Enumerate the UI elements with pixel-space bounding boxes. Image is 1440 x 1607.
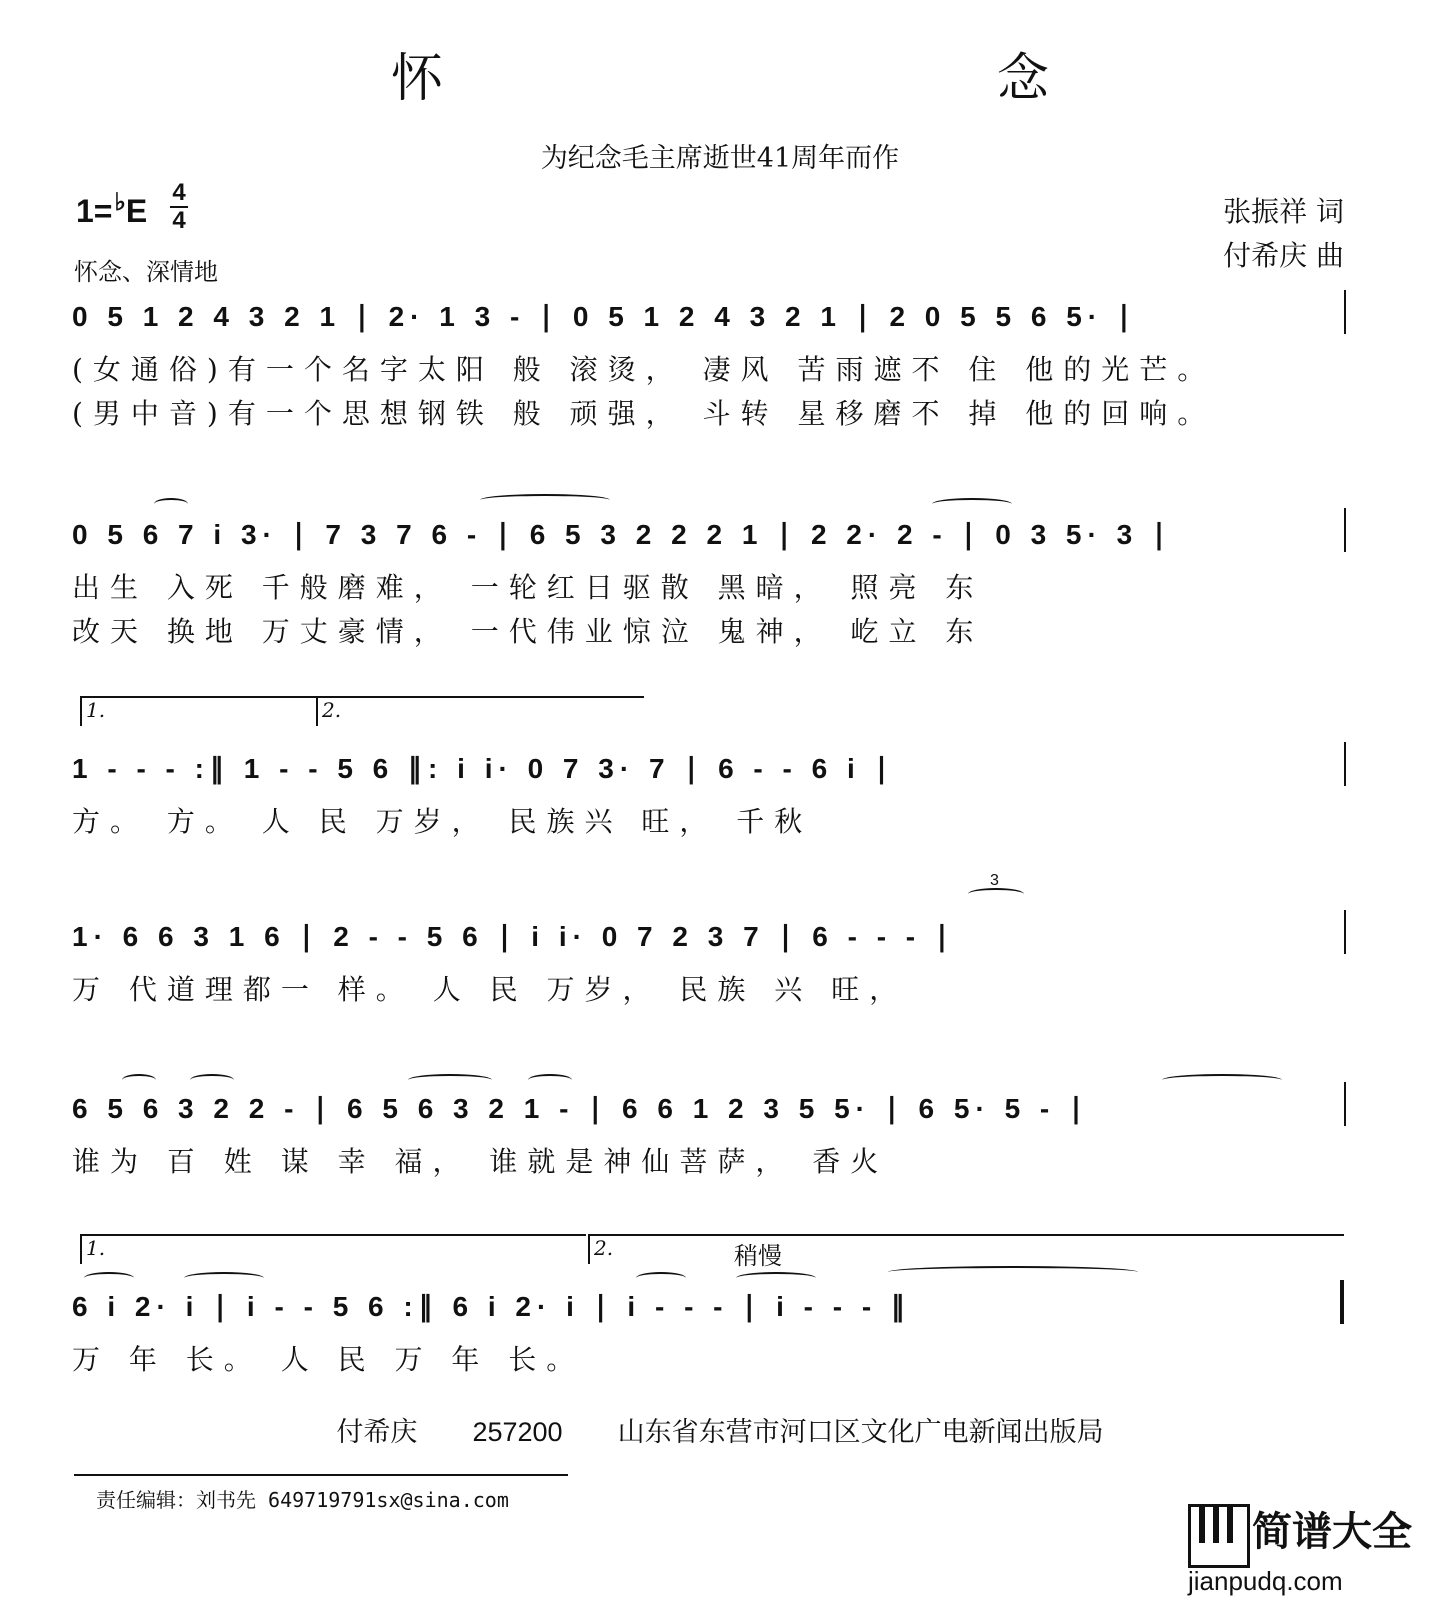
notation-line: 1 - - - :∥ 1 - - 5 6 ∥: i i· 0 7 3· 7 ∣ 6 - - 6 i ∣: [72, 753, 895, 784]
time-signature: [168, 180, 190, 234]
notation-line: 6 5 6 3 2 2 - ∣ 6 5 6 3 2 1 - ∣ 6 6 1 2 3 5 5· ∣ 6 5· 5 - ∣: [72, 1093, 1090, 1124]
watermark-name: 简谱大全: [1252, 1509, 1412, 1555]
time-bottom: 4: [172, 207, 186, 234]
notation-line: 0 5 1 2 4 3 2 1 ∣ 2· 1 3 - ∣ 0 5 1 2 4 3 2 1 ∣ 2 0 5 5 6 5· ∣: [72, 301, 1137, 332]
piano-icon: [1188, 1504, 1250, 1568]
final-barline: [1340, 1280, 1344, 1324]
notation-line: 1· 6 6 3 1 6 ∣ 2 - - 5 6 ∣ i i· 0 7 2 3 7 ∣ 6 - - - ∣: [72, 921, 955, 952]
barline: [1344, 742, 1346, 786]
tempo-change: 稍慢: [734, 1243, 782, 1270]
contact-footer: [0, 1410, 1440, 1449]
flat-sign-icon: ♭: [114, 189, 126, 216]
notation-line: 6 i 2· i ∣ i - - 5 6 :∥ 6 i 2· i ∣ i - - - ∣ i - - - ∥: [72, 1291, 911, 1322]
notation-line: 0 5 6 7 i 3· ∣ 7 3 7 6 - ∣ 6 5 3 2 2 2 1 ∣ 2 2· 2 - ∣ 0 3 5· 3 ∣: [72, 519, 1172, 550]
barline: [1344, 910, 1346, 954]
footer-postcode: 257200: [472, 1417, 563, 1447]
footer-rule: [74, 1474, 568, 1476]
lyric-line: 方。 方。 人 民 万岁， 民族兴 旺， 千秋: [72, 805, 813, 838]
barline: [1344, 508, 1346, 552]
lyricist-credit: 张振祥 词: [1223, 195, 1344, 228]
key-signature: [76, 188, 147, 230]
key-prefix: 1=: [76, 193, 113, 229]
lyric-line: 谁为 百 姓 谋 幸 福， 谁就是神仙菩萨， 香火: [72, 1145, 889, 1178]
song-title: 怀 念: [390, 49, 1199, 109]
lyric-line: 万 年 长。 人 民 万 年 长。: [72, 1343, 585, 1376]
composer-credit: 付希庆 曲: [1223, 239, 1344, 272]
watermark-logo: [1188, 1500, 1436, 1600]
volta-first: 1.: [80, 1234, 586, 1264]
volta-second: 2.: [316, 696, 644, 726]
editor-credit: 责任编辑：刘书先 649719791sx@sina.com: [96, 1488, 509, 1512]
footer-address: 山东省东营市河口区文化广电新闻出版局: [617, 1417, 1104, 1447]
barline: [1344, 1082, 1346, 1126]
triplet-mark: 3: [990, 872, 999, 889]
lyric-line: 万 代道理都一 样。 人 民 万岁， 民族 兴 旺，: [72, 973, 908, 1006]
song-subtitle: 为纪念毛主席逝世41周年而作: [540, 143, 900, 174]
volta-second: 2.: [588, 1234, 1344, 1264]
volta-first: 1.: [80, 696, 316, 726]
time-top: 4: [172, 179, 186, 206]
watermark-url: jianpudq.com: [1188, 1566, 1343, 1596]
barline: [1344, 290, 1346, 334]
key-note: E: [125, 193, 148, 229]
tempo-marking: 怀念、深情地: [74, 258, 218, 286]
lyric-line-female: 出生 入死 千般磨难， 一轮红日驱散 黑暗， 照亮 东: [72, 571, 984, 604]
lyric-line-male: (男中音)有一个思想钢铁 般 顽强， 斗转 星移磨不 掉 他的回响。: [72, 397, 1216, 430]
footer-name: 付希庆: [336, 1417, 418, 1447]
lyric-line-female: (女通俗)有一个名字太阳 般 滚烫， 凄风 苦雨遮不 住 他的光芒。: [72, 353, 1216, 386]
lyric-line-male: 改天 换地 万丈豪情， 一代伟业惊泣 鬼神， 屹立 东: [72, 615, 984, 648]
